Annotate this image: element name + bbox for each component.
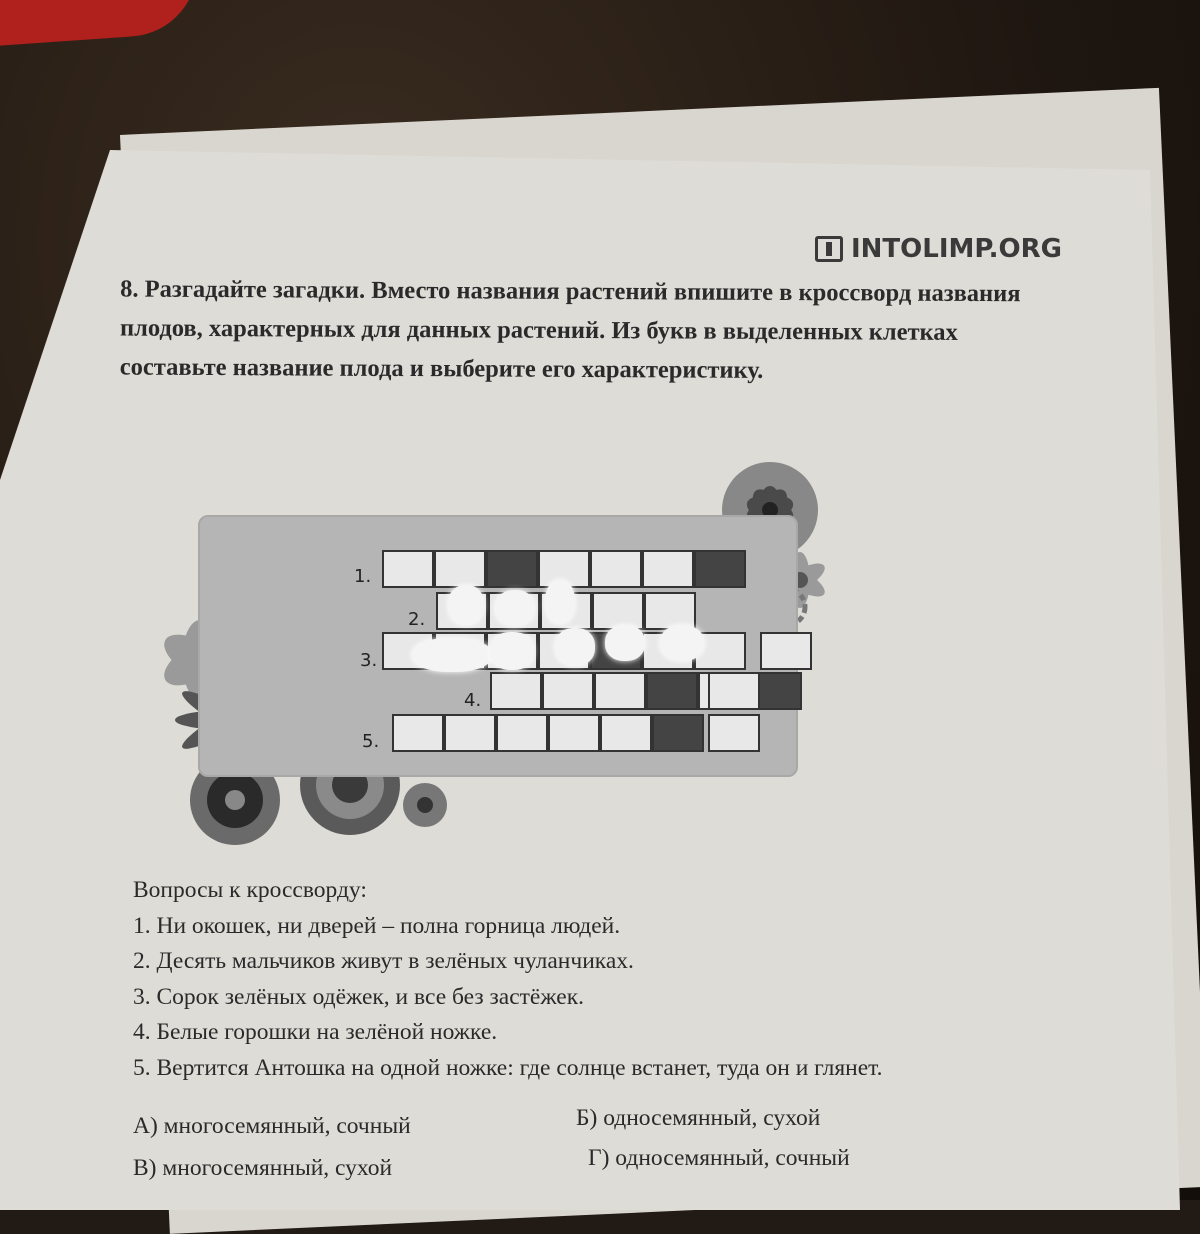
row-label: 5. bbox=[362, 731, 380, 752]
crossword-cell bbox=[490, 672, 542, 710]
crossword-cell bbox=[600, 714, 652, 752]
whiteout-mark bbox=[545, 580, 575, 624]
questions-heading: Вопросы к кроссворду: bbox=[133, 877, 367, 903]
crossword-cell bbox=[444, 714, 496, 752]
crossword-cell-highlighted bbox=[652, 714, 704, 752]
crossword-cell bbox=[542, 672, 594, 710]
crossword-cell bbox=[590, 550, 642, 588]
crossword-cell bbox=[760, 632, 812, 670]
whiteout-mark bbox=[448, 585, 484, 625]
crossword-cell bbox=[434, 550, 486, 588]
crossword-cell bbox=[644, 592, 696, 630]
crossword-cell bbox=[496, 714, 548, 752]
question-item: 1. Ни окошек, ни дверей – полна горница людей. bbox=[133, 912, 621, 939]
row-label: 1. bbox=[354, 566, 372, 587]
crossword-cell bbox=[594, 672, 646, 710]
crossword-cell bbox=[548, 714, 600, 752]
whiteout-mark bbox=[555, 628, 595, 666]
whiteout-mark bbox=[490, 632, 534, 670]
question-item: 4. Белые горошки на зелёной ножке. bbox=[133, 1019, 498, 1045]
crossword-cell bbox=[592, 592, 644, 630]
question-item: 3. Сорок зелёных одёжек, и все без застёжек. bbox=[133, 983, 585, 1010]
task-text: 8. Разгадайте загадки. Вместо названия растений впишите в кроссворд названия плодов, характерных для данных растений. Из букв в выделенных клетках составьте название плода и выберите его характеристику. bbox=[119, 275, 1021, 384]
question-item: 5. Вертится Антошка на одной ножке: где солнце встанет, туда он и глянет. bbox=[133, 1054, 883, 1081]
crossword-cell bbox=[708, 714, 760, 752]
question-item: 2. Десять мальчиков живут в зелёных чуланчиках. bbox=[133, 948, 634, 974]
whiteout-mark bbox=[412, 638, 492, 672]
crossword-cell bbox=[708, 672, 760, 710]
crossword-cell bbox=[642, 550, 694, 588]
crossword-cell bbox=[382, 550, 434, 588]
site-logo bbox=[815, 232, 1062, 266]
answer-option-g: Г) односемянный, сочный bbox=[588, 1145, 850, 1171]
flower-decoration-icon bbox=[395, 775, 455, 835]
whiteout-mark bbox=[660, 625, 704, 661]
questions-block bbox=[133, 873, 1093, 1086]
whiteout-mark bbox=[605, 625, 645, 661]
book-icon bbox=[815, 236, 843, 262]
crossword-cell-highlighted bbox=[694, 550, 746, 588]
logo-text: INTOLIMP.ORG bbox=[851, 234, 1063, 264]
answer-option-b: Б) односемянный, сухой bbox=[576, 1105, 821, 1131]
row-label: 2. bbox=[408, 609, 426, 630]
row-label: 4. bbox=[464, 690, 482, 711]
crossword-cell-highlighted bbox=[486, 550, 538, 588]
crossword-cell-highlighted bbox=[646, 672, 698, 710]
answer-option-a: А) многосемянный, сочный bbox=[133, 1113, 411, 1139]
crossword-cell bbox=[392, 714, 444, 752]
answer-option-v: В) многосемянный, сухой bbox=[133, 1155, 393, 1181]
row-label: 3. bbox=[360, 650, 378, 671]
whiteout-mark bbox=[495, 590, 535, 626]
